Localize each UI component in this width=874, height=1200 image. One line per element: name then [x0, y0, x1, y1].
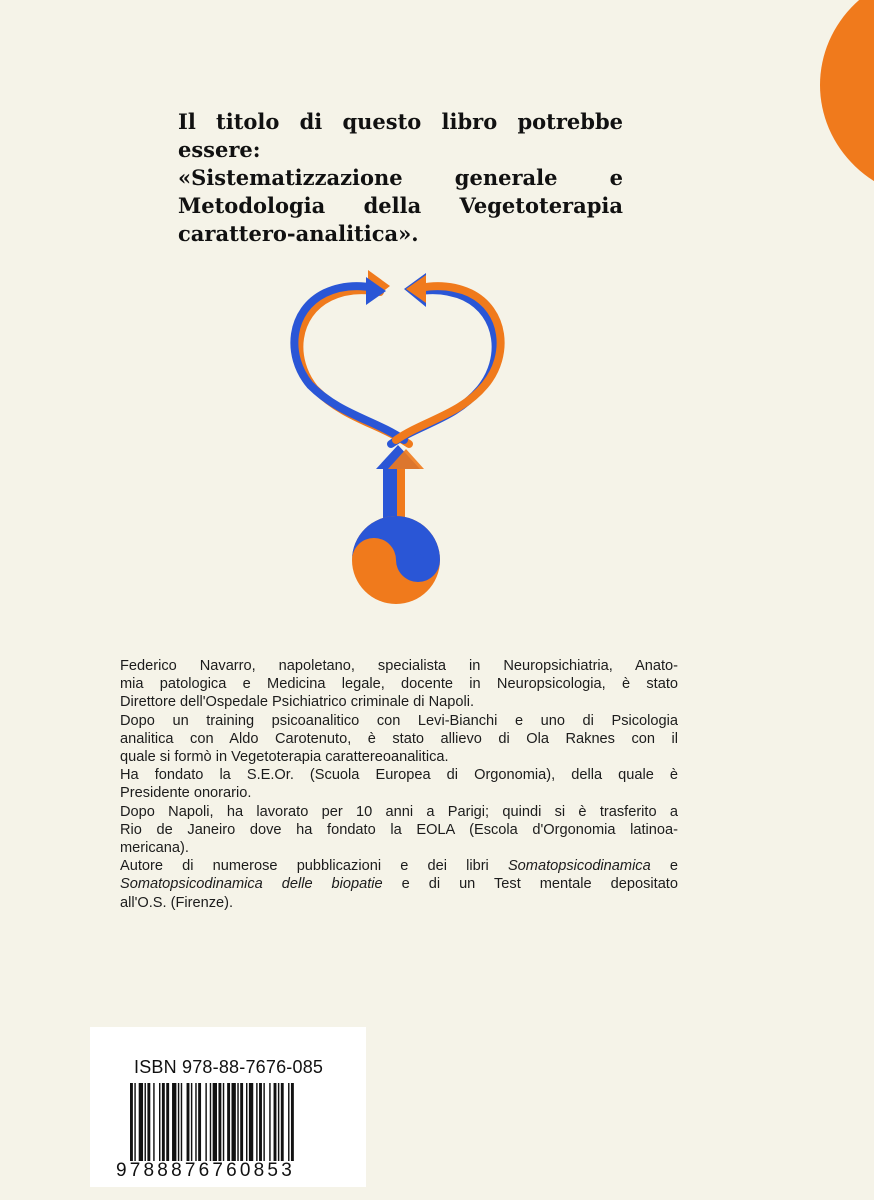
barcode-bar [281, 1083, 284, 1161]
headline-line: «Sistematizzazione generale e [178, 165, 623, 190]
bio-line [120, 857, 678, 875]
barcode-bar [256, 1083, 257, 1161]
barcode-icon [130, 1083, 340, 1161]
back-cover-headline [178, 108, 623, 248]
headline-line: Metodologia della Vegetoterapia [178, 193, 623, 218]
barcode-bar [147, 1083, 150, 1161]
barcode-bar [210, 1083, 211, 1161]
bio-paragraph [120, 712, 678, 767]
bio-line: Ha fondato la S.E.Or. (Scuola Europea di Orgonomia), della quale è [120, 767, 678, 784]
bio-line: Dopo Napoli, ha lavorato per 10 anni a Parigi; quindi si è trasferito a [120, 803, 678, 820]
barcode-bar [159, 1083, 160, 1161]
emblem-icon [280, 255, 520, 615]
barcode-bar [218, 1083, 221, 1161]
bio-paragraph [120, 803, 678, 858]
barcode-bar [237, 1083, 238, 1161]
book-title: Somatopsicodinamica delle biopatie [120, 876, 383, 893]
bio-paragraph [120, 766, 678, 802]
barcode-bar [130, 1083, 133, 1161]
barcode-bar [166, 1083, 169, 1161]
barcode-bar [198, 1083, 201, 1161]
barcode-bar [181, 1083, 182, 1161]
barcode-bar [274, 1083, 277, 1161]
bio-line: analitica con Aldo Carotenuto, è stato allievo di Ola Raknes con il [120, 730, 678, 747]
author-biography [120, 657, 678, 912]
barcode-bar [232, 1083, 236, 1161]
barcode-bar [263, 1083, 264, 1161]
barcode-bar [191, 1083, 192, 1161]
ean-digits: 9788876760853 [116, 1160, 295, 1181]
barcode-bar [134, 1083, 135, 1161]
headline-line: carattero-analitica». [178, 221, 419, 246]
bio-line: Rio de Janeiro dove ha fondato la EOLA (Escola d'Orgonomia latinoa- [120, 821, 678, 838]
barcode-bar [172, 1083, 176, 1161]
barcode-bar [139, 1083, 143, 1161]
bio-line: Dopo un training psicoanalitico con Levi-Bianchi e uno di Psicologia [120, 712, 678, 729]
bio-line: all'O.S. (Firenze). [120, 894, 234, 911]
barcode-bar [145, 1083, 146, 1161]
barcode-bar [213, 1083, 217, 1161]
barcode-bar [291, 1083, 294, 1161]
barcode-bar [195, 1083, 196, 1161]
book-title: Somatopsicodinamica [507, 858, 651, 875]
bio-text: e di un Test mentale depositato [382, 876, 678, 893]
barcode-bar [269, 1083, 270, 1161]
bio-line: Federico Navarro, napoletano, specialista in Neuropsichiatria, Anato- [120, 658, 678, 674]
bio-paragraph [120, 657, 678, 712]
bio-line: Presidente onorario. [120, 785, 252, 802]
barcode-bar [240, 1083, 243, 1161]
barcode-bar [249, 1083, 253, 1161]
barcode-label [90, 1027, 366, 1187]
isbn-text: ISBN 978-88-7676-085 [134, 1057, 324, 1077]
bio-line: quale si formò in Vegetoterapia carattereoanalitica. [120, 749, 449, 766]
bio-text: e [650, 858, 678, 875]
bio-line: mericana). [120, 840, 189, 857]
bio-line: mia patologica e Medicina legale, docente in Neuropsicologia, è stato [120, 676, 678, 693]
bio-line: Direttore dell'Ospedale Psichiatrico criminale di Napoli. [120, 694, 474, 711]
barcode-bar [246, 1083, 247, 1161]
bio-line [120, 875, 678, 893]
barcode-bar [187, 1083, 190, 1161]
headline-line: Il titolo di questo libro potrebbe essere: [178, 109, 623, 162]
barcode-bar [162, 1083, 165, 1161]
barcode-bar [205, 1083, 206, 1161]
barcode-bar [153, 1083, 154, 1161]
barcode-bar [278, 1083, 279, 1161]
barcode-bar [223, 1083, 224, 1161]
barcode-bar [288, 1083, 289, 1161]
bio-paragraph [120, 857, 678, 912]
barcode-bar [227, 1083, 230, 1161]
barcode-bar [259, 1083, 262, 1161]
barcode-bar [178, 1083, 179, 1161]
bio-text: Autore di numerose pubblicazioni e dei libri [120, 858, 508, 875]
orange-circle-decoration [820, 0, 874, 200]
